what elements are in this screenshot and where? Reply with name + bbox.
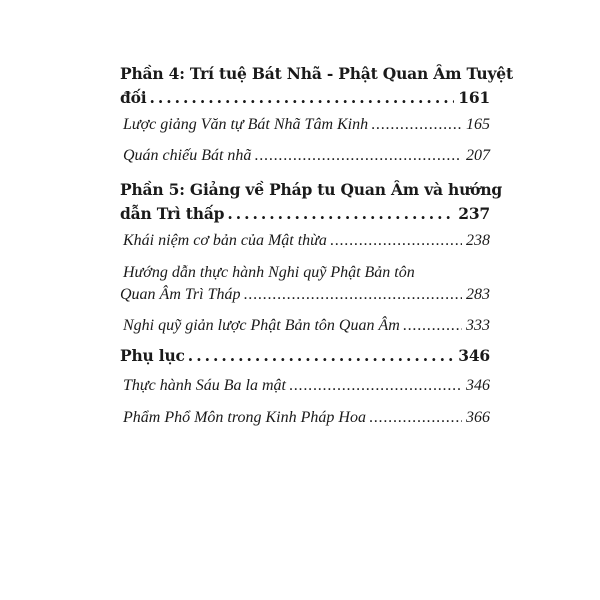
page-number: 161 bbox=[458, 88, 490, 107]
entry-title: Lược giảng Văn tự Bát Nhã Tâm Kinh bbox=[123, 116, 369, 133]
section-title-line2: đối bbox=[120, 88, 147, 107]
page-number: 333 bbox=[466, 317, 490, 334]
page-number: 283 bbox=[466, 286, 490, 303]
section-title-line1: Phần 5: Giảng về Pháp tu Quan Âm và hướng bbox=[120, 180, 503, 199]
entry-title: Thực hành Sáu Ba la mật bbox=[123, 377, 286, 394]
page-number: 346 bbox=[458, 346, 490, 365]
dot-leader bbox=[403, 317, 462, 335]
entry-title: Phẩm Phổ Môn trong Kinh Pháp Hoa bbox=[123, 409, 366, 426]
entry-title-line1: Hướng dẫn thực hành Nghi quỹ Phật Bản tôn bbox=[123, 264, 415, 281]
page-number: 238 bbox=[466, 232, 490, 249]
entry-title: Quán chiếu Bát nhã bbox=[123, 147, 252, 164]
dot-leader bbox=[330, 232, 462, 250]
page-number: 165 bbox=[466, 116, 490, 133]
section-title: Phụ lục bbox=[120, 346, 185, 365]
entry-title: Khái niệm cơ bản của Mật thừa bbox=[123, 232, 327, 249]
page-number: 346 bbox=[466, 377, 490, 394]
section-title-line2: dẫn Trì thấp bbox=[120, 204, 225, 223]
dot-leader bbox=[289, 377, 462, 395]
dot-leader bbox=[188, 346, 454, 365]
page-number: 237 bbox=[458, 204, 490, 223]
page-number: 366 bbox=[466, 409, 490, 426]
dot-leader bbox=[371, 116, 462, 134]
entry-title: Nghi quỹ giản lược Phật Bản tôn Quan Âm bbox=[123, 317, 400, 334]
dot-leader bbox=[254, 147, 462, 165]
section-title-line1: Phần 4: Trí tuệ Bát Nhã - Phật Quan Âm Tuyệt bbox=[120, 64, 513, 83]
dot-leader bbox=[149, 88, 454, 107]
dot-leader bbox=[227, 204, 454, 223]
entry-title-line2: Quan Âm Trì Tháp bbox=[120, 286, 241, 303]
page-number: 207 bbox=[466, 147, 490, 164]
dot-leader bbox=[369, 409, 462, 427]
dot-leader bbox=[243, 286, 462, 304]
